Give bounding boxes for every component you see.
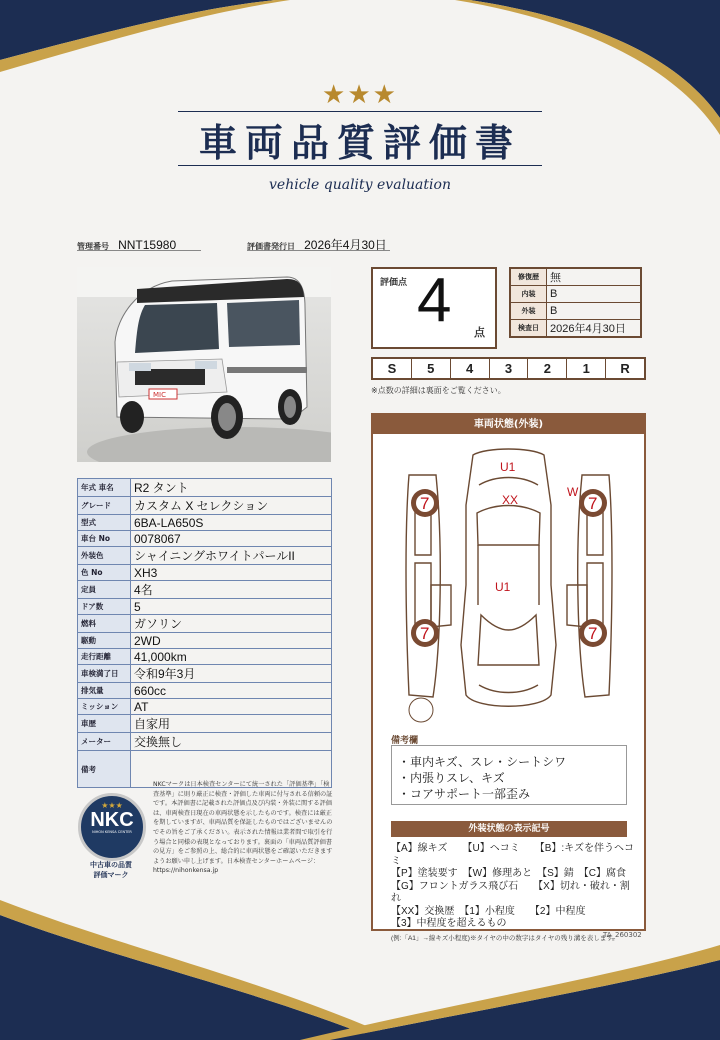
score-unit: 点 bbox=[474, 326, 485, 339]
exterior-panel-title: 車両状態(外装) bbox=[373, 415, 644, 434]
spec-value: 令和9年3月 bbox=[131, 665, 332, 683]
vehicle-spec-table bbox=[77, 478, 332, 788]
condition-history-table bbox=[509, 267, 642, 338]
management-number-label: 管理番号 bbox=[77, 242, 109, 251]
spec-key: 駆動 bbox=[78, 633, 131, 649]
grade-cell: 3 bbox=[490, 359, 529, 378]
spec-row bbox=[78, 479, 332, 497]
spec-key: 走行距離 bbox=[78, 649, 131, 665]
spec-value: 0078067 bbox=[131, 531, 332, 547]
spec-key: 外装色 bbox=[78, 547, 131, 565]
spec-row bbox=[78, 547, 332, 565]
remarks-box bbox=[391, 745, 627, 805]
nkc-caption bbox=[82, 860, 140, 880]
spec-row bbox=[78, 683, 332, 699]
spec-key: 型式 bbox=[78, 515, 131, 531]
grade-scale bbox=[371, 357, 646, 380]
spec-row bbox=[78, 565, 332, 581]
history-key: 内装 bbox=[510, 286, 547, 303]
grade-cell: 5 bbox=[412, 359, 451, 378]
spec-key: ドア数 bbox=[78, 599, 131, 615]
mark-body: U1 bbox=[495, 580, 511, 594]
issue-date-value: 2026年4月30日 bbox=[304, 238, 387, 252]
legend-line: 【G】フロントガラス飛び石 【X】切れ・破れ・割れ bbox=[391, 880, 630, 904]
spec-key: 排気量 bbox=[78, 683, 131, 699]
spec-value: 交換無し bbox=[131, 733, 332, 751]
spec-value: XH3 bbox=[131, 565, 332, 581]
rating-stars: ★★★ bbox=[322, 80, 398, 110]
spec-row bbox=[78, 615, 332, 633]
management-number-field bbox=[77, 234, 201, 251]
spec-row bbox=[78, 633, 332, 649]
remarks-title: 備考欄 bbox=[391, 736, 419, 746]
spec-value: 4名 bbox=[131, 581, 332, 599]
spec-value: AT bbox=[131, 699, 332, 715]
tire-rear-left: 7 bbox=[420, 624, 430, 643]
nkc-logo bbox=[78, 793, 146, 861]
tire-front-right: 7 bbox=[588, 494, 598, 513]
nkc-caption-2: 評価マーク bbox=[93, 871, 129, 879]
spec-key: ミッション bbox=[78, 699, 131, 715]
spec-row bbox=[78, 531, 332, 547]
legend-line: 【P】塗装要す 【W】修理あと 【S】錆 【C】腐食 bbox=[391, 868, 626, 879]
tire-front-left: 7 bbox=[420, 494, 430, 513]
svg-text:MIC: MIC bbox=[153, 391, 166, 399]
spec-key: メーター bbox=[78, 733, 131, 751]
nkc-description: NKCマークは日本検査センターにて統一された「評価基準」「検査基準」に則り厳正に検査・評価した車両に付与される信頼の証です。本評価書に記載された評価点及び内装・外装に関する評価は、車両検査日現在の車両状態を示したものです。検査には厳正を期していますが、車両品質を保証したものではございませんのでその旨をご了承ください。表示された情報は業者間で取引を行う場合と同様の表現となっております。裏面の「車両品質評価書の見方」をご参照の上、総合的に車両状態をご確認いただきますようお願い申し上げます。日本検査センターホームページ：https://nihonkensa.jp bbox=[153, 781, 333, 875]
spec-key: 燃料 bbox=[78, 615, 131, 633]
history-row bbox=[510, 303, 641, 320]
history-key: 検査日 bbox=[510, 320, 547, 338]
grade-cell: S bbox=[373, 359, 412, 378]
legend-line: 【A】線キズ 【U】ヘコミ 【B】:キズを伴うヘコミ bbox=[391, 843, 634, 867]
spec-value: 660cc bbox=[131, 683, 332, 699]
nkc-stars: ★★★ bbox=[101, 801, 123, 810]
spec-value: 自家用 bbox=[131, 715, 332, 733]
spec-key: 年式 車名 bbox=[78, 479, 131, 497]
remark-line: ・コアサポート一部歪み bbox=[398, 787, 531, 801]
history-value: B bbox=[547, 286, 642, 303]
spec-key: グレード bbox=[78, 497, 131, 515]
spec-row bbox=[78, 599, 332, 615]
spec-row bbox=[78, 649, 332, 665]
spec-value: 6BA-LA650S bbox=[131, 515, 332, 531]
legend-title: 外装状態の表示記号 bbox=[391, 821, 627, 837]
spec-row bbox=[78, 733, 332, 751]
spec-row bbox=[78, 515, 332, 531]
grade-cell: R bbox=[620, 361, 630, 376]
history-row bbox=[510, 268, 641, 286]
legend-line: 【XX】交換歴 【1】小程度 【2】中程度 bbox=[391, 905, 586, 917]
history-key: 外装 bbox=[510, 303, 547, 320]
spec-value: カスタム X セレクション bbox=[131, 497, 332, 515]
history-row bbox=[510, 286, 641, 303]
legend-line: 【3】中程度を超えるもの bbox=[391, 918, 507, 929]
document-title: 車両品質評価書 bbox=[198, 120, 521, 165]
mark-repair: W bbox=[567, 485, 579, 499]
spec-key: 定員 bbox=[78, 581, 131, 599]
spec-value: 5 bbox=[131, 599, 332, 615]
grade-cell: 2 bbox=[528, 359, 567, 378]
grade-note: ※点数の詳細は裏面をご覧ください。 bbox=[371, 386, 506, 395]
nkc-logo-text: NKC bbox=[90, 809, 134, 831]
remark-line: ・内張りスレ、キズ bbox=[398, 771, 505, 785]
grade-cell: 1 bbox=[567, 359, 606, 378]
score-value: 4 bbox=[417, 266, 452, 335]
nkc-logo-sub: NIHON KENSA CENTER bbox=[92, 830, 132, 834]
history-value: B bbox=[547, 303, 642, 320]
remark-line: ・車内キズ、スレ・シートシワ bbox=[398, 755, 567, 769]
spec-row bbox=[78, 715, 332, 733]
spec-value: ガソリン bbox=[131, 615, 332, 633]
document-subtitle: vehicle quality evaluation bbox=[269, 177, 451, 193]
form-code: TA_260302 bbox=[603, 931, 642, 939]
score-label: 評価点 bbox=[380, 278, 408, 288]
issue-date-label: 評価書発行日 bbox=[247, 242, 295, 251]
spec-key: 備考 bbox=[78, 751, 131, 788]
history-key: 修復歴 bbox=[510, 268, 547, 286]
management-number-value: NNT15980 bbox=[118, 238, 177, 252]
nkc-caption-1: 中古車の品質 bbox=[90, 861, 132, 869]
spec-key: 車歴 bbox=[78, 715, 131, 733]
history-value: 2026年4月30日 bbox=[547, 320, 642, 338]
spec-value: 41,000km bbox=[131, 649, 332, 665]
grade-cell: 4 bbox=[451, 359, 490, 378]
spec-row bbox=[78, 665, 332, 683]
spec-value: R2 タント bbox=[131, 479, 332, 497]
issue-date-field bbox=[247, 234, 390, 251]
spec-row bbox=[78, 581, 332, 599]
evaluation-score-box bbox=[371, 267, 497, 349]
history-row bbox=[510, 320, 641, 338]
spec-key: 車台 No bbox=[78, 531, 131, 547]
spec-row bbox=[78, 699, 332, 715]
title-rule-bottom bbox=[178, 165, 542, 166]
spec-key: 色 No bbox=[78, 565, 131, 581]
spec-key: 車検満了日 bbox=[78, 665, 131, 683]
mark-roof: U1 bbox=[500, 460, 516, 474]
spec-value: シャイニングホワイトパールII bbox=[131, 547, 332, 565]
legend bbox=[391, 843, 636, 945]
history-value: 無 bbox=[547, 268, 642, 286]
vehicle-photo bbox=[77, 267, 331, 462]
spec-row bbox=[78, 497, 332, 515]
mark-hood: XX bbox=[502, 493, 519, 507]
spec-value: 2WD bbox=[131, 633, 332, 649]
legend-note: (例:「A1」→線キズ小程度)※タイヤの中の数字はタイヤの残り溝を表します。 bbox=[391, 934, 619, 942]
tire-rear-right: 7 bbox=[588, 624, 598, 643]
